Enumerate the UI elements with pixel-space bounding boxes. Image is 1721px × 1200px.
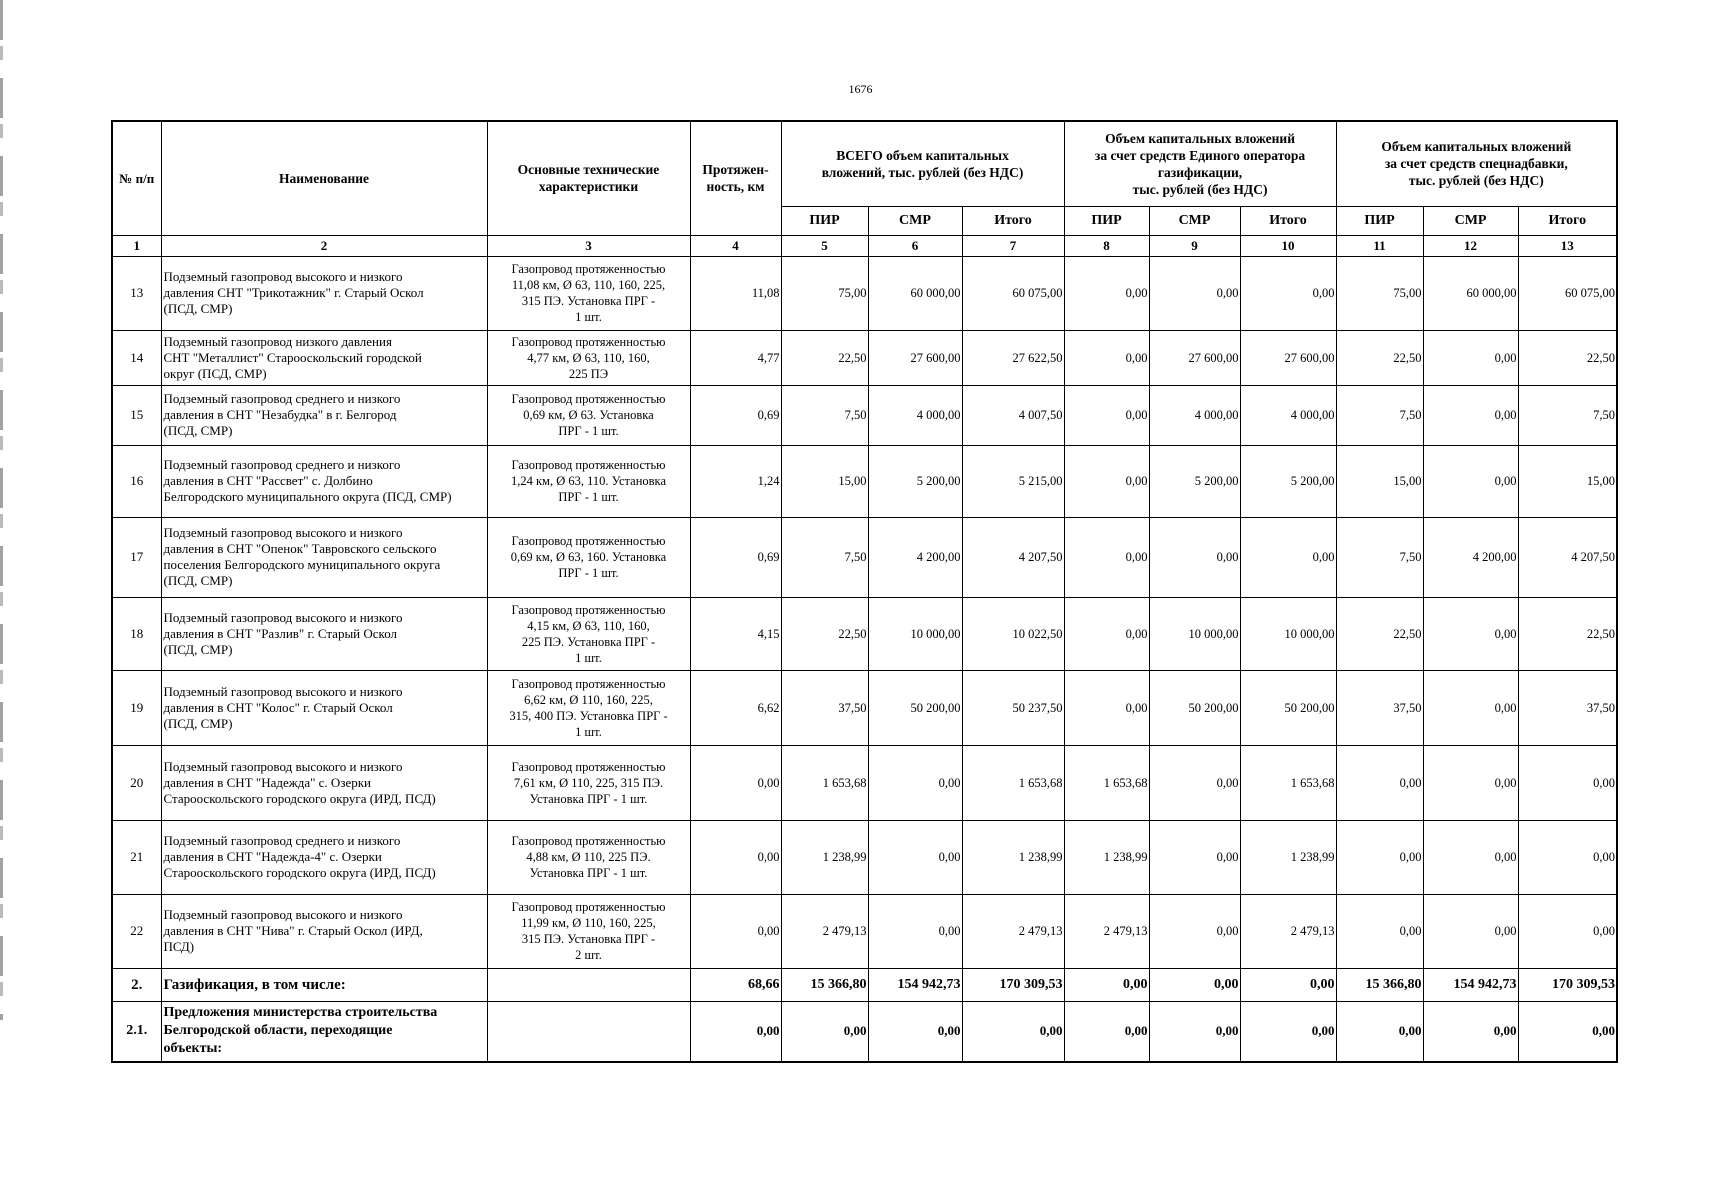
operator-itogo-cell: 0,00 xyxy=(1240,517,1336,597)
subheader-itogo: Итого xyxy=(1518,206,1617,235)
header-surcharge-investment: Объем капитальных вложений за счет средств спецнадбавки, тыс. рублей (без НДС) xyxy=(1336,121,1617,206)
operator-pir-cell: 0,00 xyxy=(1064,597,1149,670)
total-itogo-cell: 4 207,50 xyxy=(962,517,1064,597)
object-name-cell: Подземный газопровод высокого и низкого давления в СНТ "Нива" г. Старый Оскол (ИРД, ПСД) xyxy=(161,894,487,968)
surcharge-itogo-cell: 37,50 xyxy=(1518,670,1617,745)
total-pir-cell: 1 238,99 xyxy=(781,820,868,894)
surcharge-smr-cell: 4 200,00 xyxy=(1423,517,1518,597)
operator-smr-cell: 0,00 xyxy=(1149,1001,1240,1062)
surcharge-itogo-cell: 22,50 xyxy=(1518,330,1617,385)
length-km-cell: 0,69 xyxy=(690,385,781,445)
total-smr-cell: 4 200,00 xyxy=(868,517,962,597)
column-number: 6 xyxy=(868,235,962,256)
operator-itogo-cell: 5 200,00 xyxy=(1240,445,1336,517)
surcharge-pir-cell: 0,00 xyxy=(1336,1001,1423,1062)
operator-itogo-cell: 0,00 xyxy=(1240,256,1336,330)
operator-pir-cell: 0,00 xyxy=(1064,968,1149,1001)
total-itogo-cell: 5 215,00 xyxy=(962,445,1064,517)
header-total-investment: ВСЕГО объем капитальных вложений, тыс. рублей (без НДС) xyxy=(781,121,1064,206)
operator-smr-cell: 10 000,00 xyxy=(1149,597,1240,670)
total-itogo-cell: 170 309,53 xyxy=(962,968,1064,1001)
surcharge-smr-cell: 0,00 xyxy=(1423,445,1518,517)
column-number-row xyxy=(112,235,1617,256)
table-row xyxy=(112,820,1617,894)
operator-smr-cell: 4 000,00 xyxy=(1149,385,1240,445)
surcharge-pir-cell: 0,00 xyxy=(1336,894,1423,968)
operator-pir-cell: 2 479,13 xyxy=(1064,894,1149,968)
length-km-cell: 4,15 xyxy=(690,597,781,670)
surcharge-itogo-cell: 22,50 xyxy=(1518,597,1617,670)
page-number: 1676 xyxy=(848,82,873,96)
surcharge-pir-cell: 15,00 xyxy=(1336,445,1423,517)
table-row xyxy=(112,597,1617,670)
row-number-cell: 20 xyxy=(112,745,161,820)
surcharge-itogo-cell: 0,00 xyxy=(1518,820,1617,894)
total-itogo-cell: 10 022,50 xyxy=(962,597,1064,670)
total-pir-cell: 75,00 xyxy=(781,256,868,330)
tech-specs-cell: Газопровод протяженностью 11,99 км, Ø 110, 160, 225, 315 ПЭ. Установка ПРГ - 2 шт. xyxy=(487,894,690,968)
operator-pir-cell: 1 653,68 xyxy=(1064,745,1149,820)
surcharge-pir-cell: 15 366,80 xyxy=(1336,968,1423,1001)
tech-specs-cell: Газопровод протяженностью 0,69 км, Ø 63. Установка ПРГ - 1 шт. xyxy=(487,385,690,445)
column-number: 13 xyxy=(1518,235,1617,256)
length-km-cell: 0,00 xyxy=(690,894,781,968)
total-pir-cell: 22,50 xyxy=(781,597,868,670)
tech-specs-cell: Газопровод протяженностью 6,62 км, Ø 110, 160, 225, 315, 400 ПЭ. Установка ПРГ - 1 шт. xyxy=(487,670,690,745)
table-row xyxy=(112,517,1617,597)
length-km-cell: 1,24 xyxy=(690,445,781,517)
surcharge-pir-cell: 0,00 xyxy=(1336,745,1423,820)
tech-specs-cell: Газопровод протяженностью 4,88 км, Ø 110, 225 ПЭ. Установка ПРГ - 1 шт. xyxy=(487,820,690,894)
total-pir-cell: 7,50 xyxy=(781,385,868,445)
total-pir-cell: 15,00 xyxy=(781,445,868,517)
total-smr-cell: 4 000,00 xyxy=(868,385,962,445)
total-itogo-cell: 2 479,13 xyxy=(962,894,1064,968)
tech-specs-cell xyxy=(487,1001,690,1062)
scan-edge-mark xyxy=(0,0,3,1020)
subheader-pir: ПИР xyxy=(1336,206,1423,235)
operator-itogo-cell: 27 600,00 xyxy=(1240,330,1336,385)
operator-pir-cell: 0,00 xyxy=(1064,330,1149,385)
surcharge-pir-cell: 75,00 xyxy=(1336,256,1423,330)
column-number: 11 xyxy=(1336,235,1423,256)
total-itogo-cell: 1 238,99 xyxy=(962,820,1064,894)
row-number-cell: 21 xyxy=(112,820,161,894)
object-name-cell: Подземный газопровод среднего и низкого давления в СНТ "Рассвет" с. Долбино Белгородского муниципального округа (ПСД, СМР) xyxy=(161,445,487,517)
column-number: 4 xyxy=(690,235,781,256)
operator-smr-cell: 5 200,00 xyxy=(1149,445,1240,517)
total-itogo-cell: 4 007,50 xyxy=(962,385,1064,445)
total-smr-cell: 5 200,00 xyxy=(868,445,962,517)
tech-specs-cell: Газопровод протяженностью 7,61 км, Ø 110, 225, 315 ПЭ. Установка ПРГ - 1 шт. xyxy=(487,745,690,820)
operator-pir-cell: 0,00 xyxy=(1064,517,1149,597)
tech-specs-cell: Газопровод протяженностью 1,24 км, Ø 63, 110. Установка ПРГ - 1 шт. xyxy=(487,445,690,517)
object-name-cell: Предложения министерства строительства Белгородской области, переходящие объекты: xyxy=(161,1001,487,1062)
total-pir-cell: 2 479,13 xyxy=(781,894,868,968)
surcharge-pir-cell: 0,00 xyxy=(1336,820,1423,894)
object-name-cell: Подземный газопровод высокого и низкого давления в СНТ "Разлив" г. Старый Оскол (ПСД, СМР) xyxy=(161,597,487,670)
object-name-cell: Подземный газопровод высокого и низкого давления в СНТ "Колос" г. Старый Оскол (ПСД, СМР) xyxy=(161,670,487,745)
object-name-cell: Газификация, в том числе: xyxy=(161,968,487,1001)
surcharge-itogo-cell: 15,00 xyxy=(1518,445,1617,517)
column-number: 2 xyxy=(161,235,487,256)
total-smr-cell: 0,00 xyxy=(868,820,962,894)
header-operator-investment: Объем капитальных вложений за счет средств Единого оператора газификации, тыс. рублей (без НДС) xyxy=(1064,121,1336,206)
operator-itogo-cell: 1 653,68 xyxy=(1240,745,1336,820)
row-number-cell: 16 xyxy=(112,445,161,517)
total-smr-cell: 60 000,00 xyxy=(868,256,962,330)
surcharge-smr-cell: 0,00 xyxy=(1423,670,1518,745)
surcharge-pir-cell: 7,50 xyxy=(1336,517,1423,597)
length-km-cell: 0,00 xyxy=(690,1001,781,1062)
length-km-cell: 11,08 xyxy=(690,256,781,330)
header-tech: Основные технические характеристики xyxy=(487,121,690,235)
table-row xyxy=(112,1001,1617,1062)
operator-smr-cell: 27 600,00 xyxy=(1149,330,1240,385)
surcharge-itogo-cell: 0,00 xyxy=(1518,1001,1617,1062)
operator-smr-cell: 0,00 xyxy=(1149,517,1240,597)
row-number-cell: 2. xyxy=(112,968,161,1001)
table-body xyxy=(112,256,1617,1062)
total-pir-cell: 22,50 xyxy=(781,330,868,385)
surcharge-smr-cell: 0,00 xyxy=(1423,820,1518,894)
operator-pir-cell: 0,00 xyxy=(1064,670,1149,745)
surcharge-smr-cell: 0,00 xyxy=(1423,597,1518,670)
tech-specs-cell xyxy=(487,968,690,1001)
total-smr-cell: 154 942,73 xyxy=(868,968,962,1001)
operator-smr-cell: 0,00 xyxy=(1149,968,1240,1001)
surcharge-pir-cell: 7,50 xyxy=(1336,385,1423,445)
table-row xyxy=(112,385,1617,445)
surcharge-pir-cell: 22,50 xyxy=(1336,597,1423,670)
object-name-cell: Подземный газопровод высокого и низкого давления в СНТ "Опенок" Тавровского сельского поселения Белгородского муниципального округа (ПСД, СМР) xyxy=(161,517,487,597)
tech-specs-cell: Газопровод протяженностью 0,69 км, Ø 63, 160. Установка ПРГ - 1 шт. xyxy=(487,517,690,597)
operator-pir-cell: 0,00 xyxy=(1064,256,1149,330)
object-name-cell: Подземный газопровод высокого и низкого давления в СНТ "Надежда" с. Озерки Старооскольского городского округа (ИРД, ПСД) xyxy=(161,745,487,820)
total-smr-cell: 0,00 xyxy=(868,745,962,820)
header-name: Наименование xyxy=(161,121,487,235)
operator-itogo-cell: 0,00 xyxy=(1240,968,1336,1001)
table-row xyxy=(112,330,1617,385)
object-name-cell: Подземный газопровод высокого и низкого давления СНТ "Трикотажник" г. Старый Оскол (ПСД, СМР) xyxy=(161,256,487,330)
total-pir-cell: 0,00 xyxy=(781,1001,868,1062)
row-number-cell: 17 xyxy=(112,517,161,597)
header-row xyxy=(112,121,1617,206)
column-number: 9 xyxy=(1149,235,1240,256)
total-itogo-cell: 60 075,00 xyxy=(962,256,1064,330)
row-number-cell: 22 xyxy=(112,894,161,968)
subheader-smr: СМР xyxy=(1423,206,1518,235)
row-number-cell: 13 xyxy=(112,256,161,330)
row-number-cell: 2.1. xyxy=(112,1001,161,1062)
column-number: 10 xyxy=(1240,235,1336,256)
tech-specs-cell: Газопровод протяженностью 11,08 км, Ø 63, 110, 160, 225, 315 ПЭ. Установка ПРГ - 1 шт. xyxy=(487,256,690,330)
total-pir-cell: 7,50 xyxy=(781,517,868,597)
column-number: 8 xyxy=(1064,235,1149,256)
total-smr-cell: 0,00 xyxy=(868,894,962,968)
length-km-cell: 0,00 xyxy=(690,820,781,894)
column-number: 5 xyxy=(781,235,868,256)
length-km-cell: 4,77 xyxy=(690,330,781,385)
operator-pir-cell: 0,00 xyxy=(1064,385,1149,445)
capital-investment-table xyxy=(111,120,1618,1063)
surcharge-smr-cell: 60 000,00 xyxy=(1423,256,1518,330)
surcharge-itogo-cell: 170 309,53 xyxy=(1518,968,1617,1001)
total-smr-cell: 27 600,00 xyxy=(868,330,962,385)
column-number: 1 xyxy=(112,235,161,256)
surcharge-smr-cell: 154 942,73 xyxy=(1423,968,1518,1001)
operator-smr-cell: 0,00 xyxy=(1149,745,1240,820)
total-pir-cell: 1 653,68 xyxy=(781,745,868,820)
table-row xyxy=(112,968,1617,1001)
operator-itogo-cell: 2 479,13 xyxy=(1240,894,1336,968)
total-itogo-cell: 27 622,50 xyxy=(962,330,1064,385)
total-itogo-cell: 1 653,68 xyxy=(962,745,1064,820)
total-pir-cell: 37,50 xyxy=(781,670,868,745)
surcharge-smr-cell: 0,00 xyxy=(1423,330,1518,385)
subheader-itogo: Итого xyxy=(962,206,1064,235)
tech-specs-cell: Газопровод протяженностью 4,77 км, Ø 63, 110, 160, 225 ПЭ xyxy=(487,330,690,385)
operator-pir-cell: 1 238,99 xyxy=(1064,820,1149,894)
column-number: 7 xyxy=(962,235,1064,256)
total-itogo-cell: 50 237,50 xyxy=(962,670,1064,745)
surcharge-itogo-cell: 4 207,50 xyxy=(1518,517,1617,597)
table-row xyxy=(112,445,1617,517)
table-row xyxy=(112,894,1617,968)
row-number-cell: 18 xyxy=(112,597,161,670)
header-length: Протяжен- ность, км xyxy=(690,121,781,235)
operator-itogo-cell: 0,00 xyxy=(1240,1001,1336,1062)
operator-smr-cell: 0,00 xyxy=(1149,894,1240,968)
column-number: 12 xyxy=(1423,235,1518,256)
operator-itogo-cell: 4 000,00 xyxy=(1240,385,1336,445)
operator-smr-cell: 50 200,00 xyxy=(1149,670,1240,745)
table-row xyxy=(112,256,1617,330)
operator-itogo-cell: 50 200,00 xyxy=(1240,670,1336,745)
operator-pir-cell: 0,00 xyxy=(1064,1001,1149,1062)
operator-itogo-cell: 1 238,99 xyxy=(1240,820,1336,894)
object-name-cell: Подземный газопровод среднего и низкого давления в СНТ "Надежда-4" с. Озерки Старооскольского городского округа (ИРД, ПСД) xyxy=(161,820,487,894)
total-itogo-cell: 0,00 xyxy=(962,1001,1064,1062)
subheader-pir: ПИР xyxy=(781,206,868,235)
total-smr-cell: 0,00 xyxy=(868,1001,962,1062)
subheader-pir: ПИР xyxy=(1064,206,1149,235)
total-pir-cell: 15 366,80 xyxy=(781,968,868,1001)
operator-pir-cell: 0,00 xyxy=(1064,445,1149,517)
surcharge-smr-cell: 0,00 xyxy=(1423,745,1518,820)
table-header xyxy=(112,121,1617,256)
total-smr-cell: 10 000,00 xyxy=(868,597,962,670)
subheader-smr: СМР xyxy=(868,206,962,235)
table-row xyxy=(112,670,1617,745)
subheader-itogo: Итого xyxy=(1240,206,1336,235)
operator-itogo-cell: 10 000,00 xyxy=(1240,597,1336,670)
header-num: № п/п xyxy=(112,121,161,235)
length-km-cell: 68,66 xyxy=(690,968,781,1001)
surcharge-smr-cell: 0,00 xyxy=(1423,894,1518,968)
table-row xyxy=(112,745,1617,820)
surcharge-pir-cell: 22,50 xyxy=(1336,330,1423,385)
tech-specs-cell: Газопровод протяженностью 4,15 км, Ø 63, 110, 160, 225 ПЭ. Установка ПРГ - 1 шт. xyxy=(487,597,690,670)
row-number-cell: 19 xyxy=(112,670,161,745)
operator-smr-cell: 0,00 xyxy=(1149,256,1240,330)
subheader-smr: СМР xyxy=(1149,206,1240,235)
length-km-cell: 0,69 xyxy=(690,517,781,597)
surcharge-smr-cell: 0,00 xyxy=(1423,1001,1518,1062)
length-km-cell: 0,00 xyxy=(690,745,781,820)
object-name-cell: Подземный газопровод низкого давления СНТ "Металлист" Старооскольский городской округ (ПСД, СМР) xyxy=(161,330,487,385)
surcharge-itogo-cell: 7,50 xyxy=(1518,385,1617,445)
object-name-cell: Подземный газопровод среднего и низкого давления в СНТ "Незабудка" в г. Белгород (ПСД, СМР) xyxy=(161,385,487,445)
total-smr-cell: 50 200,00 xyxy=(868,670,962,745)
row-number-cell: 14 xyxy=(112,330,161,385)
surcharge-itogo-cell: 60 075,00 xyxy=(1518,256,1617,330)
column-number: 3 xyxy=(487,235,690,256)
surcharge-itogo-cell: 0,00 xyxy=(1518,894,1617,968)
operator-smr-cell: 0,00 xyxy=(1149,820,1240,894)
surcharge-pir-cell: 37,50 xyxy=(1336,670,1423,745)
surcharge-itogo-cell: 0,00 xyxy=(1518,745,1617,820)
row-number-cell: 15 xyxy=(112,385,161,445)
length-km-cell: 6,62 xyxy=(690,670,781,745)
surcharge-smr-cell: 0,00 xyxy=(1423,385,1518,445)
